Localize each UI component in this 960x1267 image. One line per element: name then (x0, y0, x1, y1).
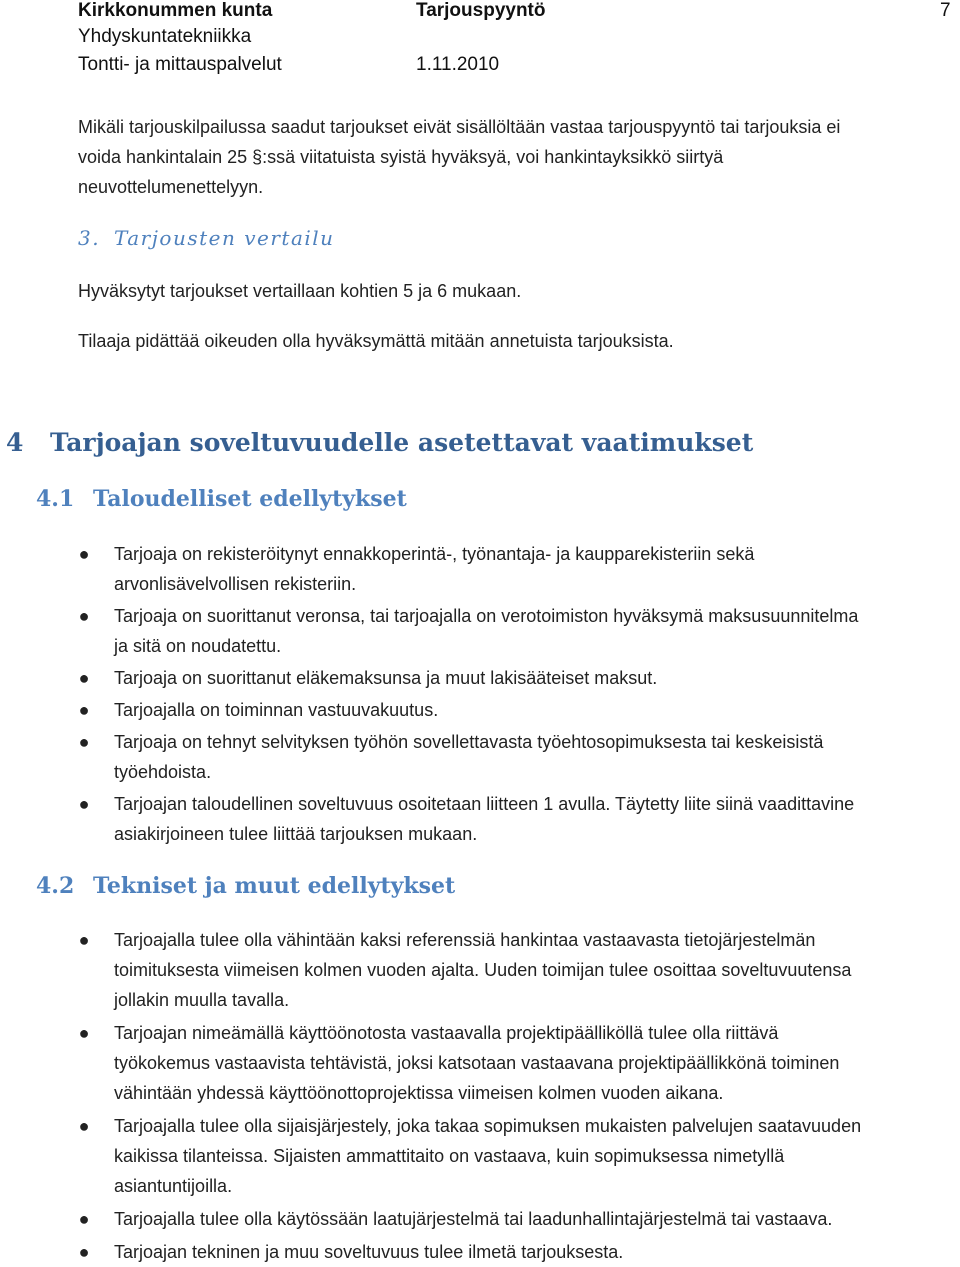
bullet-icon: ● (78, 1023, 90, 1043)
intro-line: neuvottelumenettelyyn. (78, 177, 264, 197)
header-doc-type: Tarjouspyyntö (416, 0, 546, 21)
list-item (0, 539, 960, 599)
list-item (0, 925, 960, 1015)
header-dept: Yhdyskuntatekniikka (78, 26, 252, 47)
section-4-2-list (0, 925, 960, 1267)
section-4-title: Tarjoajan soveltuvuudelle asetettavat vaatimukset (50, 428, 754, 457)
list-item-line: Tarjoajan tekninen ja muu soveltuvuus tulee ilmetä tarjouksesta. (114, 1242, 624, 1262)
list-item-line: kaikissa tilanteissa. Sijaisten ammattitaito on vastaava, kuin sopimuksessa nimetyllä (114, 1146, 785, 1166)
section-3-paragraph-2: Tilaaja pidättää oikeuden olla hyväksymättä mitään annetuista tarjouksista. (78, 331, 674, 351)
list-item (0, 1018, 960, 1108)
list-item (0, 1111, 960, 1201)
list-item-line: työehdoista. (114, 762, 212, 782)
header-date: 1.11.2010 (416, 54, 500, 75)
section-4-heading (6, 428, 754, 457)
section-4-number: 4 (6, 428, 24, 457)
list-item (0, 727, 960, 787)
list-item (0, 601, 960, 661)
bullet-icon: ● (78, 930, 90, 950)
header-org: Kirkkonummen kunta (78, 0, 273, 21)
list-item (0, 789, 960, 849)
list-item-line: toimituksesta viimeisen kolmen vuoden ajalta. Uuden toimijan tulee osoittaa soveltuvuutensa (114, 960, 852, 980)
list-item-line: asiantuntijoilla. (114, 1176, 233, 1196)
intro-line: Mikäli tarjouskilpailussa saadut tarjoukset eivät sisällöltään vastaa tarjouspyyntö tai tarjouksia ei (78, 117, 841, 137)
list-item-line: Tarjoajalla tulee olla sijaisjärjestely, joka takaa sopimuksen mukaisten palvelujen saatavuuden (114, 1116, 862, 1136)
list-item-line: asiakirjoineen tulee liittää tarjouksen mukaan. (114, 824, 478, 844)
bullet-icon: ● (78, 732, 90, 752)
list-item-line: Tarjoaja on rekisteröitynyt ennakkoperintä-, työnantaja- ja kaupparekisteriin sekä (114, 544, 755, 564)
list-item-line: Tarjoajan nimeämällä käyttöönotosta vastaavalla projektipäälliköllä tulee olla riittävä (114, 1023, 779, 1043)
list-item (0, 695, 960, 725)
list-item-line: Tarjoaja on suorittanut veronsa, tai tarjoajalla on verotoimiston hyväksymä maksusuunnitelma (114, 606, 859, 626)
bullet-icon: ● (78, 1242, 90, 1262)
list-item (0, 663, 960, 693)
page-number: 7 (940, 0, 951, 21)
section-4-2-heading (36, 873, 456, 899)
bullet-icon: ● (78, 1209, 90, 1229)
bullet-icon: ● (78, 544, 90, 564)
list-item-line: arvonlisävelvollisen rekisteriin. (114, 574, 357, 594)
list-item-line: Tarjoajalla tulee olla vähintään kaksi referenssiä hankintaa vastaavasta tietojärjestelmän (114, 930, 816, 950)
bullet-icon: ● (78, 794, 90, 814)
list-item-line: jollakin muulla tavalla. (114, 990, 290, 1010)
bullet-icon: ● (78, 700, 90, 720)
bullet-icon: ● (78, 668, 90, 688)
section-4-1-number: 4.1 (36, 486, 75, 512)
section-4-2-title: Tekniset ja muut edellytykset (93, 873, 456, 899)
intro-line: voida hankintalain 25 §:ssä viitatuista syistä hyväksyä, voi hankintayksikkö siirtyä (78, 147, 724, 167)
list-item-line: vähintään yhdessä käyttöönottoprojektissa viimeisen kolmen vuoden aikana. (114, 1083, 724, 1103)
bullet-icon: ● (78, 1116, 90, 1136)
section-4-1-list (0, 539, 960, 849)
list-item-line: Tarjoaja on suorittanut eläkemaksunsa ja muut lakisääteiset maksut. (114, 668, 658, 688)
section-3-number: 3. (78, 226, 101, 250)
section-4-2-number: 4.2 (36, 873, 75, 899)
list-item-line: työkokemus vastaavista tehtävistä, joksi katsotaan vastaavana projektipäällikkönä toiminen (114, 1053, 840, 1073)
bullet-icon: ● (78, 606, 90, 626)
section-3-heading (78, 226, 335, 250)
section-3-paragraph-1: Hyväksytyt tarjoukset vertaillaan kohtien 5 ja 6 mukaan. (78, 281, 522, 301)
list-item-line: Tarjoaja on tehnyt selvityksen työhön sovellettavasta työehtosopimuksesta tai keskeisistä (114, 732, 824, 752)
list-item-line: Tarjoajalla tulee olla käytössään laatujärjestelmä tai laadunhallintajärjestelmä tai vastaava. (114, 1209, 833, 1229)
header-unit: Tontti- ja mittauspalvelut (78, 54, 282, 75)
list-item (0, 1204, 960, 1234)
section-3-title: Tarjousten vertailu (113, 226, 335, 250)
list-item-line: Tarjoajalla on toiminnan vastuuvakuutus. (114, 700, 439, 720)
list-item-line: ja sitä on noudatettu. (114, 636, 282, 656)
intro-paragraph (78, 112, 938, 202)
section-4-1-heading (36, 486, 407, 512)
section-4-1-title: Taloudelliset edellytykset (93, 486, 407, 512)
list-item-line: Tarjoajan taloudellinen soveltuvuus osoitetaan liitteen 1 avulla. Täytetty liite siinä vaadittavine (114, 794, 855, 814)
